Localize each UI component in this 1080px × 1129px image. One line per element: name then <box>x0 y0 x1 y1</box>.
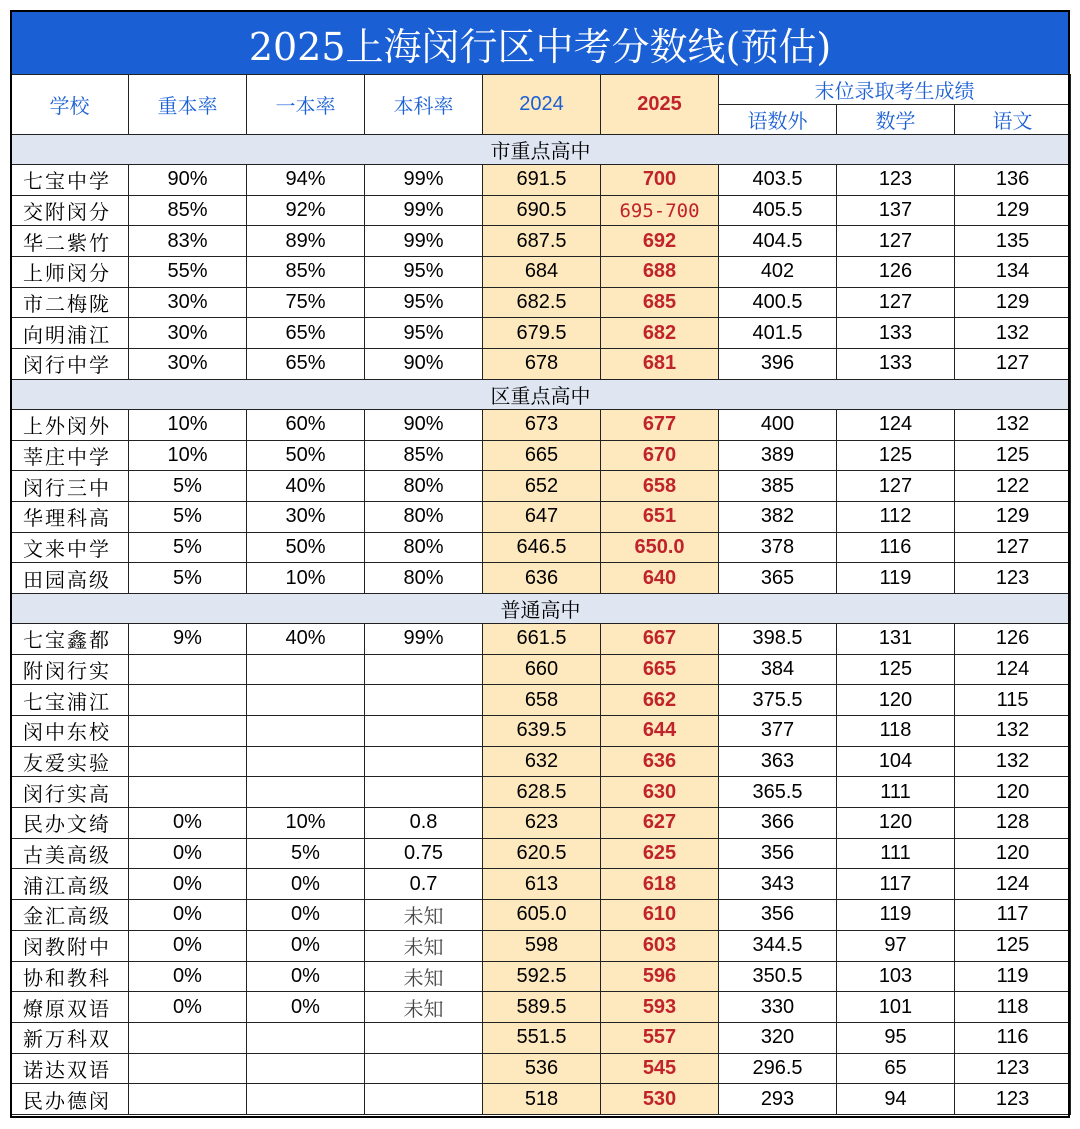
school-name: 浦江高级 <box>11 869 129 900</box>
cell-math: 119 <box>837 900 955 931</box>
cell-benke: 未知 <box>365 961 483 992</box>
cell-zhongben: 10% <box>129 409 247 440</box>
school-name: 诺达双语 <box>11 1053 129 1084</box>
cell-ysw: 385 <box>719 471 837 502</box>
cell-zhongben: 85% <box>129 195 247 226</box>
cell-math: 112 <box>837 501 955 532</box>
cell-math: 101 <box>837 992 955 1023</box>
cell-s2025: 658 <box>601 471 719 502</box>
cell-yiben: 89% <box>247 226 365 257</box>
school-name: 上外闵外 <box>11 409 129 440</box>
cell-s2024: 647 <box>483 501 601 532</box>
cell-ysw: 375.5 <box>719 685 837 716</box>
cell-ysw: 402 <box>719 257 837 288</box>
cell-chinese: 127 <box>955 349 1071 380</box>
cell-benke: 0.7 <box>365 869 483 900</box>
header-yushuwai: 语数外 <box>719 105 837 135</box>
cell-chinese: 125 <box>955 930 1071 961</box>
cell-math: 125 <box>837 654 955 685</box>
cell-s2024: 620.5 <box>483 838 601 869</box>
cell-s2025: 688 <box>601 257 719 288</box>
cell-zhongben: 83% <box>129 226 247 257</box>
cell-zhongben: 5% <box>129 471 247 502</box>
cell-chinese: 132 <box>955 409 1071 440</box>
cell-s2025: 625 <box>601 838 719 869</box>
cell-math: 103 <box>837 961 955 992</box>
school-name: 七宝鑫都 <box>11 623 129 654</box>
cell-s2024: 660 <box>483 654 601 685</box>
cell-s2024: 628.5 <box>483 777 601 808</box>
school-name: 民办德闵 <box>11 1084 129 1115</box>
cell-yiben: 92% <box>247 195 365 226</box>
cell-zhongben: 5% <box>129 532 247 563</box>
cell-s2025: 644 <box>601 716 719 747</box>
cell-chinese: 127 <box>955 532 1071 563</box>
cell-benke: 0.75 <box>365 838 483 869</box>
cell-chinese: 132 <box>955 746 1071 777</box>
cell-zhongben: 90% <box>129 165 247 196</box>
cell-chinese: 132 <box>955 716 1071 747</box>
cell-benke: 未知 <box>365 930 483 961</box>
cell-ysw: 344.5 <box>719 930 837 961</box>
school-name: 新万科双 <box>11 1022 129 1053</box>
cell-math: 127 <box>837 287 955 318</box>
cell-chinese: 129 <box>955 501 1071 532</box>
cell-s2024: 691.5 <box>483 165 601 196</box>
cell-s2024: 632 <box>483 746 601 777</box>
header-chinese: 语文 <box>955 105 1071 135</box>
cell-math: 95 <box>837 1022 955 1053</box>
cell-chinese: 134 <box>955 257 1071 288</box>
cell-math: 116 <box>837 532 955 563</box>
cell-math: 117 <box>837 869 955 900</box>
cell-s2025: 640 <box>601 563 719 594</box>
cell-s2024: 592.5 <box>483 961 601 992</box>
school-name: 上师闵分 <box>11 257 129 288</box>
cell-yiben: 65% <box>247 349 365 380</box>
cell-math: 111 <box>837 777 955 808</box>
cell-chinese: 115 <box>955 685 1071 716</box>
cell-ysw: 389 <box>719 440 837 471</box>
cell-benke: 80% <box>365 501 483 532</box>
cell-s2024: 690.5 <box>483 195 601 226</box>
cell-ysw: 356 <box>719 838 837 869</box>
cell-ysw: 365 <box>719 563 837 594</box>
cell-s2024: 678 <box>483 349 601 380</box>
cell-yiben: 40% <box>247 623 365 654</box>
cell-benke: 99% <box>365 623 483 654</box>
cell-s2025: 662 <box>601 685 719 716</box>
header-benke-rate: 本科率 <box>365 75 483 135</box>
cell-math: 125 <box>837 440 955 471</box>
cell-s2025: 677 <box>601 409 719 440</box>
school-name: 闵中东校 <box>11 716 129 747</box>
cell-benke: 未知 <box>365 992 483 1023</box>
cell-chinese: 128 <box>955 808 1071 839</box>
cell-zhongben: 0% <box>129 869 247 900</box>
cell-benke: 90% <box>365 409 483 440</box>
cell-s2025: 692 <box>601 226 719 257</box>
cell-s2025: 670 <box>601 440 719 471</box>
cell-chinese: 116 <box>955 1022 1071 1053</box>
cell-ysw: 400 <box>719 409 837 440</box>
cell-benke: 95% <box>365 287 483 318</box>
cell-math: 133 <box>837 318 955 349</box>
cell-ysw: 296.5 <box>719 1053 837 1084</box>
school-name: 向明浦江 <box>11 318 129 349</box>
cell-benke: 0.8 <box>365 808 483 839</box>
cell-s2025: 593 <box>601 992 719 1023</box>
cell-math: 104 <box>837 746 955 777</box>
cell-math: 126 <box>837 257 955 288</box>
cell-yiben: 65% <box>247 318 365 349</box>
cell-yiben: 60% <box>247 409 365 440</box>
school-name: 文来中学 <box>11 532 129 563</box>
cell-s2024: 623 <box>483 808 601 839</box>
cell-ysw: 356 <box>719 900 837 931</box>
cell-yiben: 0% <box>247 961 365 992</box>
cell-s2024: 598 <box>483 930 601 961</box>
cell-math: 120 <box>837 808 955 839</box>
cell-s2025: 630 <box>601 777 719 808</box>
header-yiben-rate: 一本率 <box>247 75 365 135</box>
cell-benke: 95% <box>365 257 483 288</box>
cell-chinese: 123 <box>955 563 1071 594</box>
section-title: 市重点高中 <box>11 135 1071 165</box>
cell-s2025: 650.0 <box>601 532 719 563</box>
cell-s2025: 603 <box>601 930 719 961</box>
cell-benke: 90% <box>365 349 483 380</box>
cell-ysw: 400.5 <box>719 287 837 318</box>
cell-s2024: 684 <box>483 257 601 288</box>
cell-chinese: 129 <box>955 195 1071 226</box>
cell-yiben: 0% <box>247 900 365 931</box>
cell-chinese: 136 <box>955 165 1071 196</box>
cell-zhongben: 0% <box>129 930 247 961</box>
header-zhongben-rate: 重本率 <box>129 75 247 135</box>
cell-zhongben: 0% <box>129 961 247 992</box>
cell-s2024: 551.5 <box>483 1022 601 1053</box>
table-frame <box>10 10 1070 1118</box>
school-name: 七宝浦江 <box>11 685 129 716</box>
school-name: 燎原双语 <box>11 992 129 1023</box>
school-name: 七宝中学 <box>11 165 129 196</box>
cell-s2025: 557 <box>601 1022 719 1053</box>
cell-math: 111 <box>837 838 955 869</box>
cell-math: 120 <box>837 685 955 716</box>
cell-s2025: 682 <box>601 318 719 349</box>
school-name: 交附闵分 <box>11 195 129 226</box>
cell-chinese: 135 <box>955 226 1071 257</box>
cell-ysw: 404.5 <box>719 226 837 257</box>
cell-math: 133 <box>837 349 955 380</box>
cell-math: 123 <box>837 165 955 196</box>
cell-chinese: 119 <box>955 961 1071 992</box>
cell-chinese: 126 <box>955 623 1071 654</box>
cell-s2024: 682.5 <box>483 287 601 318</box>
cell-math: 127 <box>837 471 955 502</box>
cell-s2025: 700 <box>601 165 719 196</box>
cell-s2025: 665 <box>601 654 719 685</box>
cell-chinese: 129 <box>955 287 1071 318</box>
cell-zhongben: 0% <box>129 900 247 931</box>
cell-math: 97 <box>837 930 955 961</box>
cell-benke: 99% <box>365 226 483 257</box>
cell-math: 127 <box>837 226 955 257</box>
cell-zhongben: 5% <box>129 501 247 532</box>
cell-s2024: 518 <box>483 1084 601 1115</box>
cell-s2024: 673 <box>483 409 601 440</box>
school-name: 协和教科 <box>11 961 129 992</box>
cell-zhongben: 0% <box>129 838 247 869</box>
cell-chinese: 122 <box>955 471 1071 502</box>
cell-yiben: 75% <box>247 287 365 318</box>
cell-zhongben: 30% <box>129 349 247 380</box>
cell-chinese: 125 <box>955 440 1071 471</box>
cell-ysw: 320 <box>719 1022 837 1053</box>
cell-ysw: 401.5 <box>719 318 837 349</box>
cell-ysw: 382 <box>719 501 837 532</box>
cell-yiben: 94% <box>247 165 365 196</box>
school-name: 华二紫竹 <box>11 226 129 257</box>
cell-s2024: 658 <box>483 685 601 716</box>
cell-chinese: 123 <box>955 1053 1071 1084</box>
cell-s2025: 618 <box>601 869 719 900</box>
cell-yiben: 40% <box>247 471 365 502</box>
header-2025: 2025 <box>601 75 719 135</box>
header-last-admitted-group: 末位录取考生成绩 <box>719 75 1071 105</box>
section-title: 区重点高中 <box>11 379 1071 409</box>
cell-chinese: 123 <box>955 1084 1071 1115</box>
cell-chinese: 124 <box>955 869 1071 900</box>
cell-chinese: 118 <box>955 992 1071 1023</box>
cell-ysw: 343 <box>719 869 837 900</box>
cell-s2025: 627 <box>601 808 719 839</box>
cell-yiben: 0% <box>247 992 365 1023</box>
cell-zhongben: 9% <box>129 623 247 654</box>
cell-s2024: 589.5 <box>483 992 601 1023</box>
cell-s2024: 536 <box>483 1053 601 1084</box>
cell-s2024: 665 <box>483 440 601 471</box>
cell-ysw: 330 <box>719 992 837 1023</box>
cell-math: 124 <box>837 409 955 440</box>
cell-math: 131 <box>837 623 955 654</box>
cell-math: 137 <box>837 195 955 226</box>
header-school: 学校 <box>11 75 129 135</box>
cell-zhongben: 30% <box>129 318 247 349</box>
cell-s2024: 636 <box>483 563 601 594</box>
school-name: 闵行实高 <box>11 777 129 808</box>
school-name: 附闵行实 <box>11 654 129 685</box>
cell-s2025: 685 <box>601 287 719 318</box>
cell-ysw: 350.5 <box>719 961 837 992</box>
cell-s2024: 679.5 <box>483 318 601 349</box>
school-name: 华理科高 <box>11 501 129 532</box>
cell-ysw: 396 <box>719 349 837 380</box>
page-title: 2025上海闵行区中考分数线(预估) <box>10 10 1070 74</box>
cell-s2024: 613 <box>483 869 601 900</box>
cell-ysw: 366 <box>719 808 837 839</box>
cell-zhongben: 0% <box>129 992 247 1023</box>
cell-s2024: 605.0 <box>483 900 601 931</box>
cell-s2025: 596 <box>601 961 719 992</box>
cell-yiben: 50% <box>247 440 365 471</box>
cell-ysw: 293 <box>719 1084 837 1115</box>
cell-math: 119 <box>837 563 955 594</box>
cell-yiben: 30% <box>247 501 365 532</box>
cell-ysw: 378 <box>719 532 837 563</box>
cell-math: 118 <box>837 716 955 747</box>
cell-ysw: 405.5 <box>719 195 837 226</box>
cell-chinese: 124 <box>955 654 1071 685</box>
header-2024: 2024 <box>483 75 601 135</box>
cell-benke: 未知 <box>365 900 483 931</box>
cell-ysw: 403.5 <box>719 165 837 196</box>
school-name: 金汇高级 <box>11 900 129 931</box>
cell-zhongben: 30% <box>129 287 247 318</box>
cell-s2025: 530 <box>601 1084 719 1115</box>
cell-zhongben: 55% <box>129 257 247 288</box>
cell-s2025: 667 <box>601 623 719 654</box>
school-name: 古美高级 <box>11 838 129 869</box>
school-name: 莘庄中学 <box>11 440 129 471</box>
cell-s2025: 651 <box>601 501 719 532</box>
cell-ysw: 365.5 <box>719 777 837 808</box>
cell-s2025: 695-700 <box>601 195 719 226</box>
school-name: 民办文绮 <box>11 808 129 839</box>
cell-benke: 80% <box>365 563 483 594</box>
cell-chinese: 132 <box>955 318 1071 349</box>
cell-yiben: 0% <box>247 869 365 900</box>
cell-s2024: 646.5 <box>483 532 601 563</box>
school-name: 田园高级 <box>11 563 129 594</box>
cell-benke: 99% <box>365 195 483 226</box>
cell-yiben: 10% <box>247 808 365 839</box>
cell-zhongben: 10% <box>129 440 247 471</box>
cell-s2024: 687.5 <box>483 226 601 257</box>
cell-ysw: 363 <box>719 746 837 777</box>
cell-chinese: 120 <box>955 838 1071 869</box>
cell-yiben: 0% <box>247 930 365 961</box>
section-title: 普通高中 <box>11 593 1071 623</box>
cell-s2025: 610 <box>601 900 719 931</box>
cell-chinese: 117 <box>955 900 1071 931</box>
cell-yiben: 85% <box>247 257 365 288</box>
cell-benke: 99% <box>365 165 483 196</box>
cell-yiben: 5% <box>247 838 365 869</box>
school-name: 闵行中学 <box>11 349 129 380</box>
cell-math: 65 <box>837 1053 955 1084</box>
cell-zhongben: 0% <box>129 808 247 839</box>
cell-s2025: 636 <box>601 746 719 777</box>
cell-s2025: 681 <box>601 349 719 380</box>
cell-benke: 80% <box>365 471 483 502</box>
cell-s2024: 661.5 <box>483 623 601 654</box>
school-name: 市二梅陇 <box>11 287 129 318</box>
cell-chinese: 120 <box>955 777 1071 808</box>
cell-s2024: 652 <box>483 471 601 502</box>
header-math: 数学 <box>837 105 955 135</box>
cell-benke: 85% <box>365 440 483 471</box>
cell-yiben: 50% <box>247 532 365 563</box>
school-name: 闵行三中 <box>11 471 129 502</box>
school-name: 闵教附中 <box>11 930 129 961</box>
cell-yiben: 10% <box>247 563 365 594</box>
cell-zhongben: 5% <box>129 563 247 594</box>
cell-benke: 80% <box>365 532 483 563</box>
school-name: 友爱实验 <box>11 746 129 777</box>
cell-math: 94 <box>837 1084 955 1115</box>
cell-ysw: 377 <box>719 716 837 747</box>
cell-benke: 95% <box>365 318 483 349</box>
cell-ysw: 384 <box>719 654 837 685</box>
cell-s2024: 639.5 <box>483 716 601 747</box>
cell-ysw: 398.5 <box>719 623 837 654</box>
cell-s2025: 545 <box>601 1053 719 1084</box>
